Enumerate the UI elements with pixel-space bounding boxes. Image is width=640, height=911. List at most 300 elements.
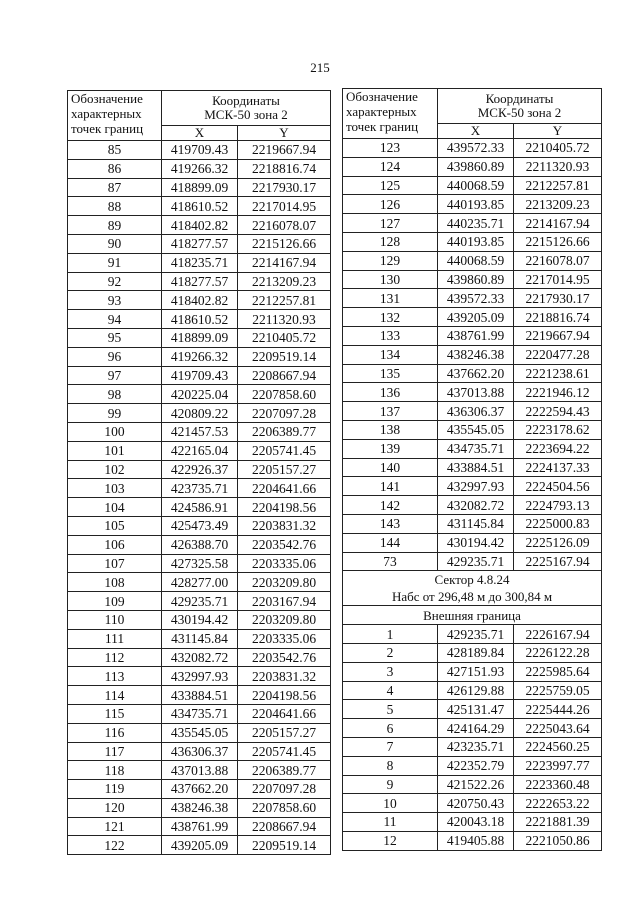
x-coordinate-cell: 431145.84 <box>162 629 238 648</box>
table-row <box>68 780 331 799</box>
point-id-cell: 89 <box>68 216 162 235</box>
x-coordinate-cell: 439205.09 <box>438 308 514 327</box>
table-row <box>68 197 331 216</box>
point-id-cell: 85 <box>68 141 162 160</box>
x-coordinate-cell: 433884.51 <box>438 458 514 477</box>
x-coordinate-cell: 435545.05 <box>438 420 514 439</box>
point-id-cell: 128 <box>343 232 438 251</box>
table-row <box>68 573 331 592</box>
y-coordinate-cell: 2207858.60 <box>238 798 331 817</box>
point-id-cell: 110 <box>68 610 162 629</box>
y-coordinate-cell: 2225126.09 <box>514 533 602 552</box>
y-coordinate-cell: 2203542.76 <box>238 535 331 554</box>
point-id-cell: 100 <box>68 422 162 441</box>
x-coordinate-cell: 427325.58 <box>162 554 238 573</box>
x-coordinate-cell: 439205.09 <box>162 836 238 855</box>
point-id-cell: 138 <box>343 420 438 439</box>
table-row <box>68 272 331 291</box>
y-coordinate-cell: 2221050.86 <box>514 831 602 850</box>
x-coordinate-cell: 434735.71 <box>438 439 514 458</box>
table-row <box>68 667 331 686</box>
y-coordinate-cell: 2215126.66 <box>238 234 331 253</box>
point-id-cell: 130 <box>343 270 438 289</box>
point-id-cell: 125 <box>343 176 438 195</box>
table-row <box>68 291 331 310</box>
point-id-cell: 116 <box>68 723 162 742</box>
y-coordinate-cell: 2225167.94 <box>514 552 602 571</box>
point-id-cell: 104 <box>68 498 162 517</box>
sector-title: Сектор 4.8.24 Набс от 296,48 м до 300,84 м <box>343 571 602 606</box>
point-id-cell: 108 <box>68 573 162 592</box>
table-row <box>343 477 602 496</box>
table-row <box>343 289 602 308</box>
x-coordinate-cell: 418899.09 <box>162 178 238 197</box>
x-coordinate-cell: 428277.00 <box>162 573 238 592</box>
point-id-cell: 118 <box>68 761 162 780</box>
table-row <box>343 662 602 681</box>
y-coordinate-cell: 2225000.83 <box>514 514 602 533</box>
point-id-cell: 142 <box>343 496 438 515</box>
y-coordinate-cell: 2204641.66 <box>238 704 331 723</box>
y-coordinate-cell: 2210405.72 <box>238 328 331 347</box>
y-coordinate-cell: 2216078.07 <box>514 251 602 270</box>
point-id-cell: 98 <box>68 385 162 404</box>
coordinates-header: Координаты МСК-50 зона 2 <box>162 91 331 126</box>
x-coordinate-cell: 418899.09 <box>162 328 238 347</box>
y-coordinate-cell: 2212257.81 <box>514 176 602 195</box>
y-coordinate-cell: 2205157.27 <box>238 460 331 479</box>
x-coordinate-cell: 436306.37 <box>162 742 238 761</box>
point-id-cell: 139 <box>343 439 438 458</box>
table-row <box>68 761 331 780</box>
table-row <box>68 610 331 629</box>
table-row <box>68 141 331 160</box>
point-id-cell: 90 <box>68 234 162 253</box>
y-coordinate-cell: 2203335.06 <box>238 554 331 573</box>
x-coordinate-cell: 421457.53 <box>162 422 238 441</box>
y-coordinate-cell: 2211320.93 <box>238 310 331 329</box>
point-id-cell: 141 <box>343 477 438 496</box>
table-row <box>343 756 602 775</box>
table-row <box>68 366 331 385</box>
y-coordinate-cell: 2207097.28 <box>238 780 331 799</box>
x-coordinate-cell: 423235.71 <box>438 737 514 756</box>
y-coordinate-cell: 2213209.23 <box>514 195 602 214</box>
point-id-cell: 1 <box>343 625 438 644</box>
y-column-header: Y <box>238 126 331 141</box>
point-id-cell: 94 <box>68 310 162 329</box>
table-row <box>68 310 331 329</box>
y-coordinate-cell: 2220477.28 <box>514 345 602 364</box>
y-coordinate-cell: 2207097.28 <box>238 404 331 423</box>
table-row <box>68 422 331 441</box>
y-coordinate-cell: 2221881.39 <box>514 813 602 832</box>
y-coordinate-cell: 2225043.64 <box>514 719 602 738</box>
table-row <box>343 139 602 158</box>
y-coordinate-cell: 2203209.80 <box>238 573 331 592</box>
point-id-cell: 95 <box>68 328 162 347</box>
point-id-cell: 134 <box>343 345 438 364</box>
coordinates-header: Координаты МСК-50 зона 2 <box>438 89 602 124</box>
point-id-cell: 137 <box>343 402 438 421</box>
x-coordinate-cell: 438246.38 <box>438 345 514 364</box>
point-label-header: Обозначение характерных точек границ <box>343 89 438 139</box>
table-row <box>343 251 602 270</box>
table-row <box>68 328 331 347</box>
point-id-cell: 124 <box>343 157 438 176</box>
y-coordinate-cell: 2211320.93 <box>514 157 602 176</box>
y-coordinate-cell: 2222594.43 <box>514 402 602 421</box>
point-id-cell: 3 <box>343 662 438 681</box>
x-coordinate-cell: 420809.22 <box>162 404 238 423</box>
y-coordinate-cell: 2204198.56 <box>238 686 331 705</box>
y-coordinate-cell: 2219667.94 <box>514 326 602 345</box>
y-coordinate-cell: 2224504.56 <box>514 477 602 496</box>
table-row <box>68 479 331 498</box>
table-row <box>68 817 331 836</box>
y-coordinate-cell: 2226122.28 <box>514 643 602 662</box>
y-coordinate-cell: 2218816.74 <box>514 308 602 327</box>
table-row <box>68 234 331 253</box>
table-row <box>343 681 602 700</box>
y-coordinate-cell: 2209519.14 <box>238 347 331 366</box>
table-row <box>68 385 331 404</box>
y-coordinate-cell: 2203542.76 <box>238 648 331 667</box>
point-id-cell: 88 <box>68 197 162 216</box>
point-id-cell: 121 <box>68 817 162 836</box>
y-coordinate-cell: 2206389.77 <box>238 422 331 441</box>
y-coordinate-cell: 2222653.22 <box>514 794 602 813</box>
y-coordinate-cell: 2213209.23 <box>238 272 331 291</box>
y-coordinate-cell: 2217014.95 <box>238 197 331 216</box>
point-id-cell: 131 <box>343 289 438 308</box>
point-id-cell: 122 <box>68 836 162 855</box>
x-coordinate-cell: 427151.93 <box>438 662 514 681</box>
table-row <box>343 813 602 832</box>
point-id-cell: 123 <box>343 139 438 158</box>
x-coordinate-cell: 418277.57 <box>162 272 238 291</box>
y-coordinate-cell: 2209519.14 <box>238 836 331 855</box>
table-row <box>343 420 602 439</box>
point-id-cell: 12 <box>343 831 438 850</box>
y-coordinate-cell: 2226167.94 <box>514 625 602 644</box>
table-row <box>343 719 602 738</box>
point-id-cell: 132 <box>343 308 438 327</box>
x-coordinate-cell: 439572.33 <box>438 289 514 308</box>
table-row <box>68 516 331 535</box>
table-row <box>68 742 331 761</box>
table-row <box>68 441 331 460</box>
y-column-header: Y <box>514 124 602 139</box>
y-coordinate-cell: 2223997.77 <box>514 756 602 775</box>
x-coordinate-cell: 420750.43 <box>438 794 514 813</box>
point-id-cell: 96 <box>68 347 162 366</box>
table-row <box>343 458 602 477</box>
x-coordinate-cell: 425473.49 <box>162 516 238 535</box>
table-row <box>343 514 602 533</box>
table-row <box>343 176 602 195</box>
x-coordinate-cell: 424164.29 <box>438 719 514 738</box>
x-coordinate-cell: 436306.37 <box>438 402 514 421</box>
y-coordinate-cell: 2217014.95 <box>514 270 602 289</box>
x-coordinate-cell: 430194.42 <box>438 533 514 552</box>
x-coordinate-cell: 422352.79 <box>438 756 514 775</box>
x-coordinate-cell: 440068.59 <box>438 251 514 270</box>
table-row <box>343 364 602 383</box>
x-coordinate-cell: 432997.93 <box>438 477 514 496</box>
y-coordinate-cell: 2225759.05 <box>514 681 602 700</box>
point-id-cell: 2 <box>343 643 438 662</box>
table-row <box>68 592 331 611</box>
table-row <box>343 308 602 327</box>
y-coordinate-cell: 2219667.94 <box>238 141 331 160</box>
y-coordinate-cell: 2214167.94 <box>238 253 331 272</box>
y-coordinate-cell: 2203209.80 <box>238 610 331 629</box>
x-coordinate-cell: 418610.52 <box>162 197 238 216</box>
point-id-cell: 4 <box>343 681 438 700</box>
table-row <box>343 775 602 794</box>
table-row <box>68 216 331 235</box>
x-coordinate-cell: 422165.04 <box>162 441 238 460</box>
point-id-cell: 102 <box>68 460 162 479</box>
point-id-cell: 117 <box>68 742 162 761</box>
y-coordinate-cell: 2204198.56 <box>238 498 331 517</box>
x-coordinate-cell: 419266.32 <box>162 347 238 366</box>
y-coordinate-cell: 2214167.94 <box>514 214 602 233</box>
x-coordinate-cell: 433884.51 <box>162 686 238 705</box>
y-coordinate-cell: 2203167.94 <box>238 592 331 611</box>
x-coordinate-cell: 419709.43 <box>162 141 238 160</box>
table-row <box>343 643 602 662</box>
point-id-cell: 86 <box>68 159 162 178</box>
table-row <box>68 836 331 855</box>
x-coordinate-cell: 437662.20 <box>162 780 238 799</box>
x-coordinate-cell: 437013.88 <box>162 761 238 780</box>
point-id-cell: 136 <box>343 383 438 402</box>
x-coordinate-cell: 420225.04 <box>162 385 238 404</box>
table-row <box>343 533 602 552</box>
point-id-cell: 8 <box>343 756 438 775</box>
table-row <box>68 686 331 705</box>
x-coordinate-cell: 431145.84 <box>438 514 514 533</box>
x-coordinate-cell: 428189.84 <box>438 643 514 662</box>
x-coordinate-cell: 426129.88 <box>438 681 514 700</box>
x-coordinate-cell: 440193.85 <box>438 195 514 214</box>
point-id-cell: 135 <box>343 364 438 383</box>
table-row <box>68 629 331 648</box>
x-coordinate-cell: 418235.71 <box>162 253 238 272</box>
y-coordinate-cell: 2205741.45 <box>238 742 331 761</box>
y-coordinate-cell: 2225985.64 <box>514 662 602 681</box>
table-row <box>343 794 602 813</box>
x-coordinate-cell: 419405.88 <box>438 831 514 850</box>
x-coordinate-cell: 422926.37 <box>162 460 238 479</box>
x-coordinate-cell: 421522.26 <box>438 775 514 794</box>
y-coordinate-cell: 2223360.48 <box>514 775 602 794</box>
point-id-cell: 133 <box>343 326 438 345</box>
point-id-cell: 101 <box>68 441 162 460</box>
y-coordinate-cell: 2224793.13 <box>514 496 602 515</box>
x-coordinate-cell: 423735.71 <box>162 479 238 498</box>
coordinates-table-right <box>342 88 602 851</box>
point-id-cell: 91 <box>68 253 162 272</box>
table-row <box>343 402 602 421</box>
x-coordinate-cell: 419709.43 <box>162 366 238 385</box>
point-id-cell: 144 <box>343 533 438 552</box>
x-coordinate-cell: 437662.20 <box>438 364 514 383</box>
y-coordinate-cell: 2208667.94 <box>238 817 331 836</box>
y-coordinate-cell: 2221946.12 <box>514 383 602 402</box>
x-coordinate-cell: 418402.82 <box>162 216 238 235</box>
table-row <box>343 270 602 289</box>
y-coordinate-cell: 2217930.17 <box>238 178 331 197</box>
table-row <box>68 460 331 479</box>
x-coordinate-cell: 440068.59 <box>438 176 514 195</box>
x-coordinate-cell: 438761.99 <box>162 817 238 836</box>
table-row <box>343 496 602 515</box>
x-coordinate-cell: 429235.71 <box>438 552 514 571</box>
x-coordinate-cell: 418610.52 <box>162 310 238 329</box>
point-id-cell: 87 <box>68 178 162 197</box>
table-row <box>343 195 602 214</box>
point-id-cell: 114 <box>68 686 162 705</box>
table-row <box>68 535 331 554</box>
x-coordinate-cell: 418402.82 <box>162 291 238 310</box>
point-id-cell: 109 <box>68 592 162 611</box>
table-row <box>68 404 331 423</box>
y-coordinate-cell: 2223694.22 <box>514 439 602 458</box>
x-coordinate-cell: 432997.93 <box>162 667 238 686</box>
point-id-cell: 111 <box>68 629 162 648</box>
y-coordinate-cell: 2207858.60 <box>238 385 331 404</box>
y-coordinate-cell: 2215126.66 <box>514 232 602 251</box>
point-id-cell: 106 <box>68 535 162 554</box>
x-coordinate-cell: 438246.38 <box>162 798 238 817</box>
point-id-cell: 99 <box>68 404 162 423</box>
x-coordinate-cell: 426388.70 <box>162 535 238 554</box>
x-coordinate-cell: 419266.32 <box>162 159 238 178</box>
point-id-cell: 9 <box>343 775 438 794</box>
table-row <box>68 178 331 197</box>
x-coordinate-cell: 424586.91 <box>162 498 238 517</box>
y-coordinate-cell: 2224560.25 <box>514 737 602 756</box>
table-row <box>68 253 331 272</box>
table-row <box>343 552 602 571</box>
point-id-cell: 6 <box>343 719 438 738</box>
point-label-header: Обозначение характерных точек границ <box>68 91 162 141</box>
x-coordinate-cell: 439572.33 <box>438 139 514 158</box>
table-row <box>68 704 331 723</box>
x-coordinate-cell: 420043.18 <box>438 813 514 832</box>
point-id-cell: 11 <box>343 813 438 832</box>
y-coordinate-cell: 2221238.61 <box>514 364 602 383</box>
point-id-cell: 10 <box>343 794 438 813</box>
table-row <box>343 831 602 850</box>
x-coordinate-cell: 418277.57 <box>162 234 238 253</box>
y-coordinate-cell: 2216078.07 <box>238 216 331 235</box>
table-row <box>68 347 331 366</box>
point-id-cell: 73 <box>343 552 438 571</box>
table-row <box>68 159 331 178</box>
point-id-cell: 107 <box>68 554 162 573</box>
y-coordinate-cell: 2205741.45 <box>238 441 331 460</box>
point-id-cell: 115 <box>68 704 162 723</box>
table-row <box>343 737 602 756</box>
point-id-cell: 120 <box>68 798 162 817</box>
y-coordinate-cell: 2212257.81 <box>238 291 331 310</box>
y-coordinate-cell: 2206389.77 <box>238 761 331 780</box>
table-row <box>343 157 602 176</box>
x-coordinate-cell: 430194.42 <box>162 610 238 629</box>
x-coordinate-cell: 429235.71 <box>438 625 514 644</box>
y-coordinate-cell: 2208667.94 <box>238 366 331 385</box>
point-id-cell: 129 <box>343 251 438 270</box>
x-column-header: X <box>438 124 514 139</box>
x-coordinate-cell: 425131.47 <box>438 700 514 719</box>
table-row <box>343 326 602 345</box>
table-row <box>68 498 331 517</box>
x-coordinate-cell: 440235.71 <box>438 214 514 233</box>
x-coordinate-cell: 437013.88 <box>438 383 514 402</box>
point-id-cell: 127 <box>343 214 438 233</box>
page-number: 215 <box>310 60 330 75</box>
point-id-cell: 7 <box>343 737 438 756</box>
point-id-cell: 103 <box>68 479 162 498</box>
table-row <box>343 345 602 364</box>
point-id-cell: 92 <box>68 272 162 291</box>
table-row <box>68 798 331 817</box>
table-row <box>68 648 331 667</box>
point-id-cell: 113 <box>68 667 162 686</box>
point-id-cell: 119 <box>68 780 162 799</box>
y-coordinate-cell: 2218816.74 <box>238 159 331 178</box>
y-coordinate-cell: 2224137.33 <box>514 458 602 477</box>
table-row <box>343 232 602 251</box>
point-id-cell: 5 <box>343 700 438 719</box>
x-coordinate-cell: 439860.89 <box>438 270 514 289</box>
x-coordinate-cell: 429235.71 <box>162 592 238 611</box>
point-id-cell: 126 <box>343 195 438 214</box>
table-row <box>343 214 602 233</box>
coordinates-table-left <box>67 90 331 855</box>
table-row <box>68 554 331 573</box>
table-row <box>343 700 602 719</box>
point-id-cell: 105 <box>68 516 162 535</box>
point-id-cell: 93 <box>68 291 162 310</box>
y-coordinate-cell: 2203831.32 <box>238 667 331 686</box>
y-coordinate-cell: 2203335.06 <box>238 629 331 648</box>
point-id-cell: 140 <box>343 458 438 477</box>
table-row <box>68 723 331 742</box>
x-column-header: X <box>162 126 238 141</box>
x-coordinate-cell: 438761.99 <box>438 326 514 345</box>
y-coordinate-cell: 2205157.27 <box>238 723 331 742</box>
point-id-cell: 97 <box>68 366 162 385</box>
y-coordinate-cell: 2217930.17 <box>514 289 602 308</box>
outer-boundary-label: Внешняя граница <box>343 606 602 625</box>
table-row <box>343 383 602 402</box>
x-coordinate-cell: 434735.71 <box>162 704 238 723</box>
y-coordinate-cell: 2204641.66 <box>238 479 331 498</box>
y-coordinate-cell: 2225444.26 <box>514 700 602 719</box>
x-coordinate-cell: 439860.89 <box>438 157 514 176</box>
x-coordinate-cell: 440193.85 <box>438 232 514 251</box>
table-row <box>343 625 602 644</box>
y-coordinate-cell: 2223178.62 <box>514 420 602 439</box>
table-row <box>343 439 602 458</box>
point-id-cell: 112 <box>68 648 162 667</box>
x-coordinate-cell: 432082.72 <box>438 496 514 515</box>
